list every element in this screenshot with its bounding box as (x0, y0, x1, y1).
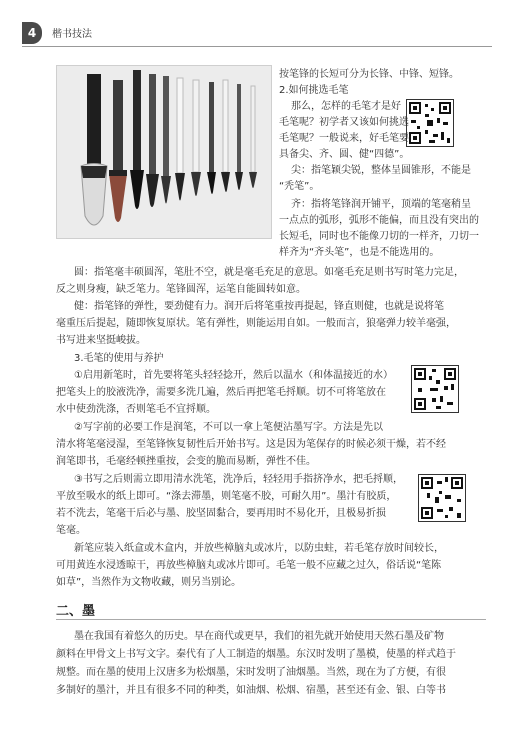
text-line: 尖：指笔颖尖锐，整体呈圆锥形，不能是 (291, 165, 471, 176)
text-line: 规整。而在墨的使用上汉唐多为松烟墨，宋时发明了油烟墨。当然，现在为了方便，有很 (56, 667, 446, 678)
text-line: 样齐为“齐头笔”，也是不能选用的。 (279, 247, 440, 258)
subheading: 3.毛笔的使用与养护 (74, 353, 164, 364)
text-line: 毛笔呢？初学者又该如何挑选 (279, 117, 409, 128)
section-heading: 二、墨 (56, 604, 96, 619)
text-line: 那么，怎样的毛笔才是好 (291, 101, 401, 112)
text-line: 颜料在甲骨文上书写文字。秦代有了人工制造的烟墨。东汉时发明了墨模，使墨的样式趋于 (56, 649, 456, 660)
text-line: 书写进来坚挺峻拔。 (56, 335, 146, 346)
header-rule (22, 46, 492, 47)
text-line: 齐：指将笔锋润开铺平，顶端的笔毫稍呈 (291, 199, 471, 210)
text-line: 若不洗去，笔毫干后必与墨、胶坚固黏合，要再用时不易化开，且极易折损 (56, 508, 386, 519)
text-line: 平放至吸水的纸上即可。“涤去滞墨，则笔毫不胶，可耐久用”。墨汁有胶质， (56, 491, 397, 502)
text-line: 毫重压后提起，随即恢复原状。笔有弹性，则能运用自如。一般而言，狼毫弹力较羊毫强， (56, 318, 456, 329)
text-line: ②写字前的必要工作是润笔，不可以一拿上笔便沾墨写字。方法是先以 (74, 422, 383, 433)
subheading: 2.如何挑选毛笔 (279, 85, 349, 96)
text-line: 墨在我国有着悠久的历史。早在商代或更早，我们的祖先就开始使用天然石墨及矿物 (74, 631, 444, 642)
qr-code-1[interactable] (406, 99, 454, 147)
text-line: 长短毛，同时也不能像刀切的一样齐，刀切一 (279, 231, 479, 242)
qr-code-icon (412, 366, 458, 412)
text-line: ①启用新笔时，首先要将笔头轻轻捻开，然后以温水（和体温接近的水） (74, 370, 393, 381)
text-line: 反之则身瘦，缺乏笔力。笔锋圆浑，运笔自能圆转如意。 (56, 284, 306, 295)
text-line: 笔毫。 (56, 525, 86, 536)
text-line: 毛笔呢？一般说来，好毛笔要 (279, 133, 409, 144)
running-title: 楷书技法 (52, 29, 92, 40)
text-line: 新笔应装入纸盒或木盒内，并放些樟脑丸或冰片，以防虫蛀，若毛笔存放时间较长， (74, 543, 444, 554)
text-line: 清水将笔毫浸湿，至笔锋恢复韧性后开始书写。这是因为笔保存的时候必须干燥，若不经 (56, 439, 446, 450)
text-line: 一点点的弧形，弧形不能偏，而且没有突出的 (279, 215, 479, 226)
text-line: 把笔头上的胶液洗净，需要多洗几遍，然后再把笔毛捋顺。切不可将笔放在 (56, 387, 386, 398)
text-line: 具备尖、齐、圆、健“四德”。 (279, 149, 410, 160)
page-number: 4 (22, 22, 42, 44)
text-line: ③书写之后则需立即用清水洗笔，洗净后，轻轻用手指挤净水，把毛捋顺， (74, 474, 403, 485)
text-line: “秃笔”。 (279, 181, 320, 192)
qr-code-icon (419, 475, 465, 521)
qr-code-icon (407, 100, 453, 146)
text-line: 圆：指笔毫丰硕圆浑，笔肚不空，就是毫毛充足的意思。如毫毛充足则书写时笔力完足， (74, 267, 464, 278)
qr-code-2[interactable] (411, 365, 459, 413)
brushes-image (57, 66, 271, 238)
text-line: 水中使劲洗涤，否则笔毛不宜捋顺。 (56, 404, 216, 415)
text-line: 健：指笔锋的弹性，要劲健有力。润开后将笔重按再提起，锋直则健，也就是说将笔 (74, 301, 444, 312)
text-line: 多制好的墨汁，并且有很多不同的种类，如油烟、松烟、宿墨，甚至还有金、银、白等书 (56, 685, 446, 696)
qr-code-3[interactable] (418, 474, 466, 522)
text-line: 按笔锋的长短可分为长锋、中锋、短锋。 (279, 69, 459, 80)
brush-photo (56, 65, 272, 239)
text-line: 可用黄连水浸透晾干，再放些樟脑丸或冰片即可。毛笔一般不应藏之过久，俗话说“笔陈 (56, 560, 442, 571)
text-line: 润笔即书，毛毫经顿挫重按，会变的脆而易断，弹性不佳。 (56, 456, 316, 467)
section-rule (56, 619, 486, 620)
text-line: 如草”，当然作为文物收藏，则另当别论。 (56, 577, 242, 588)
